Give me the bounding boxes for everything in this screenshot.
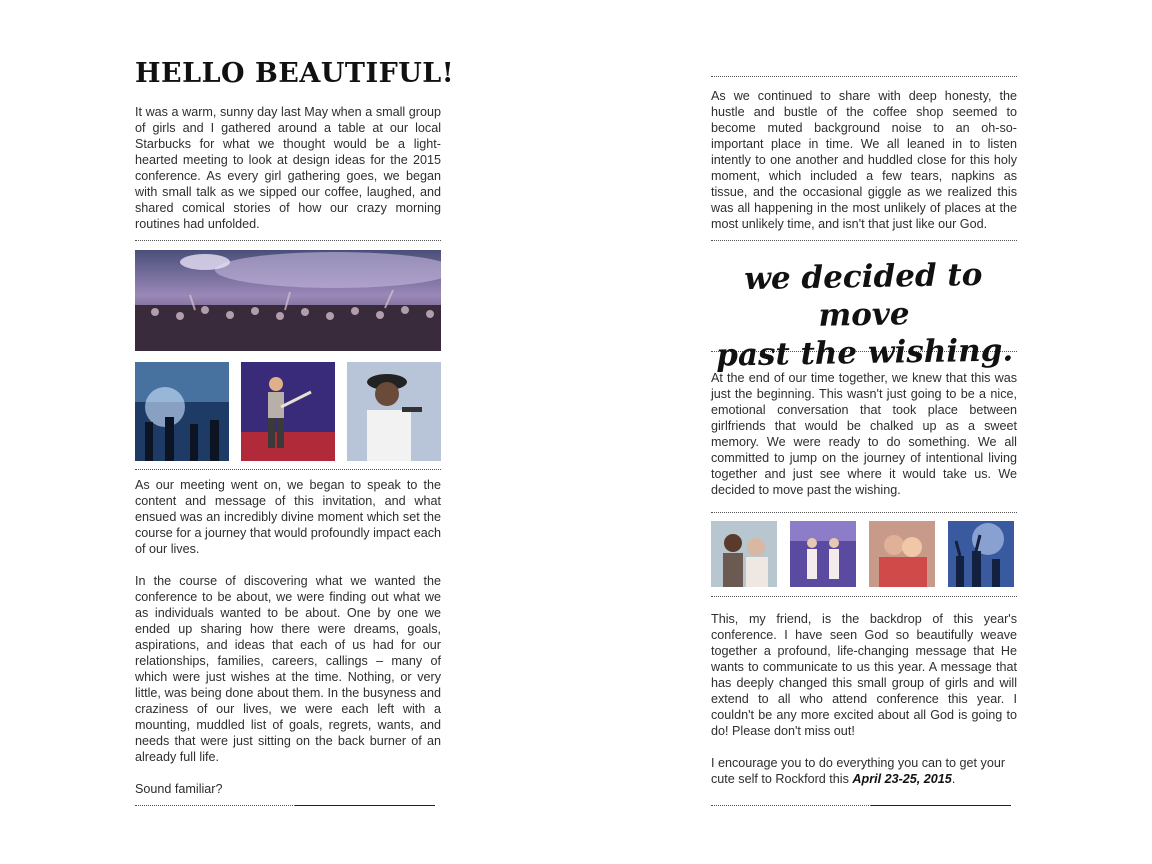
- concert-crowd-photo: [135, 250, 441, 351]
- event-date: April 23-25, 2015: [852, 772, 952, 786]
- worship-hands-photo: [948, 521, 1014, 587]
- dotted-divider: [135, 240, 441, 241]
- hugging-photo: [869, 521, 935, 587]
- left-paragraph-2: As our meeting went on, we began to speak to the content and message of this invitation, and what ensued was an incredibly divine moment which set the course for a journey that would profoundly impact each of our lives.: [135, 478, 441, 556]
- pull-quote-line-2: past the wishing.: [715, 332, 1014, 374]
- pull-quote-line-1: we decided to move: [743, 256, 983, 334]
- guitarist-photo: [241, 362, 335, 461]
- page-heading: HELLO BEAUTIFUL!: [135, 58, 455, 89]
- dotted-divider: [711, 240, 1017, 241]
- dotted-divider: [711, 76, 1017, 77]
- dotted-divider: [711, 805, 871, 806]
- invite-text-end: .: [951, 772, 956, 786]
- left-paragraph-3: In the course of discovering what we wanted the conference to be about, we were finding out what we as individuals wanted to be about. One by one we ended up sharing how there were dreams, goals, aspirations, and ideas that each of us had for our relationships, families, careers, callings – many of which were just wishes at the time. Nothing, or very little, was being done about them. In the busyness and craziness of our lives, we were each left with a mounting, muddled list of goals, regrets, wants, and needs that were just sitting on the back burner of an already full life.: [135, 574, 441, 764]
- right-paragraph-4: [711, 755, 1017, 787]
- invite-text: I encourage you to do everything you can to get your cute self to Rockford this: [711, 756, 1006, 786]
- left-paragraph-1: It was a warm, sunny day last May when a small group of girls and I gathered around a table at our local Starbucks for what we thought would be a light-hearted meeting to look at design ideas for the 2015 conference. As every girl gathering goes, we began with small talk as we sipped our coffee, laughed, and shared comical stories of how our crazy morning routines had unfolded.: [135, 105, 441, 231]
- right-paragraph-3: This, my friend, is the backdrop of this year's conference. I have seen God so beautifully weave together a profound, life-changing message that He wants to communicate to us this year. A message that has deeply changed this small group of girls and will extend to all who attend conference this year. I couldn't be any more excited about all God is going to do! Please don't miss out!: [711, 612, 1017, 738]
- stage-band-photo: [135, 362, 229, 461]
- arrow-right-icon: [871, 800, 1017, 810]
- stage-women-photo: [790, 521, 856, 587]
- dotted-divider: [711, 596, 1017, 597]
- singer-photo: [347, 362, 441, 461]
- pull-quote: [710, 255, 1018, 374]
- dotted-divider: [711, 512, 1017, 513]
- right-paragraph-1: As we continued to share with deep honesty, the hustle and bustle of the coffee shop seemed to become muted background noise to an oh-so-important place in time. We all leaned in to listen intently to one another and huddled close for this holy moment, which included a few tears, napkins as tissue, and the occasional giggle as we realized this was all happening in the most unlikely of places at the most unlikely time, and isn't that just like our God.: [711, 89, 1017, 231]
- dotted-divider: [135, 805, 295, 806]
- left-paragraph-4: Sound familiar?: [135, 782, 223, 796]
- dotted-divider: [135, 469, 441, 470]
- arrow-right-icon: [295, 800, 441, 810]
- girls-talking-photo: [711, 521, 777, 587]
- right-paragraph-2: At the end of our time together, we knew that this was just the beginning. This wasn't just going to be a nice, emotional conversation that took place between girlfriends that would be chalked up as a sweet memory. We were ready to do something. We all committed to jump on the journey of intentional living together and just see where it would take us. We decided to move past the wishing.: [711, 371, 1017, 497]
